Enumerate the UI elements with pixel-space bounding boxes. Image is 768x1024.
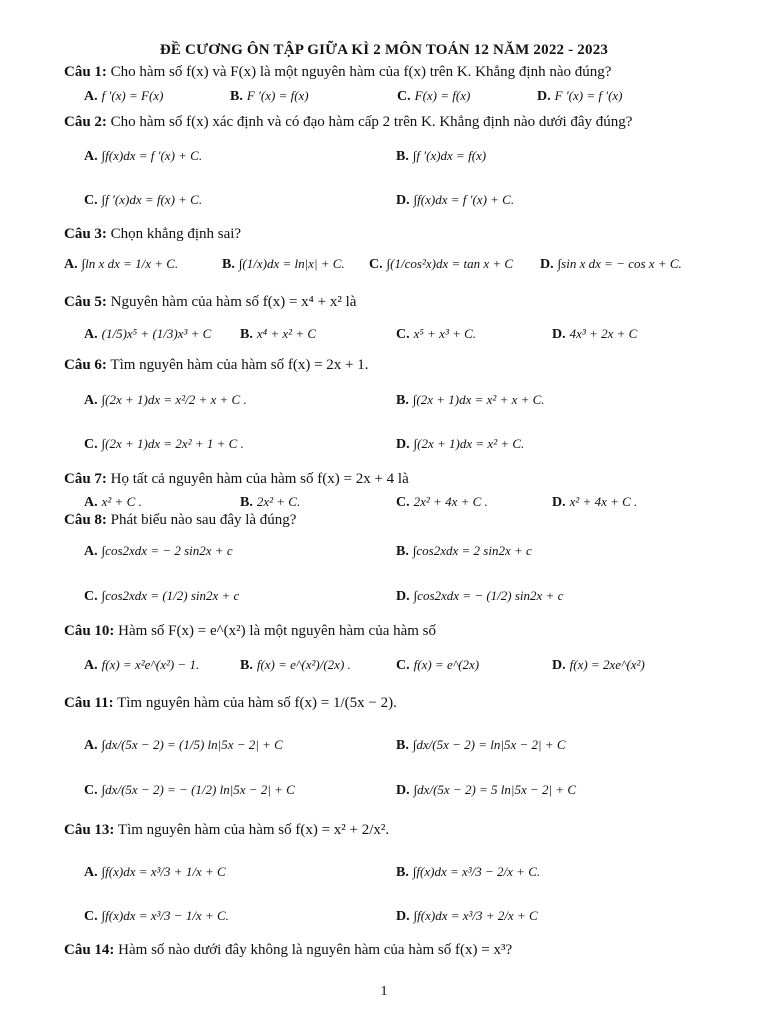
option-content: ∫(2x + 1)dx = 2x² + 1 + C . bbox=[101, 436, 244, 451]
option-letter: A. bbox=[64, 257, 78, 272]
option-a bbox=[84, 88, 163, 105]
option-a bbox=[84, 657, 199, 674]
option-content: ∫f ′(x)dx = f(x) + C. bbox=[101, 192, 203, 207]
option-d bbox=[540, 256, 682, 273]
question-14 bbox=[64, 942, 512, 959]
option-d bbox=[396, 192, 514, 209]
option-d bbox=[396, 436, 524, 453]
question-text: Phát biểu nào sau đây là đúng? bbox=[110, 512, 297, 528]
option-content: f(x) = 2xe^(x²) bbox=[569, 657, 645, 672]
option-content: ∫(1/cos²x)dx = tan x + C bbox=[386, 256, 514, 271]
option-letter: A. bbox=[84, 495, 98, 510]
option-letter: D. bbox=[396, 783, 410, 798]
option-letter: A. bbox=[84, 865, 98, 880]
question-label: Câu 10: bbox=[64, 623, 115, 639]
option-content: F ′(x) = f ′(x) bbox=[554, 88, 623, 103]
option-letter: A. bbox=[84, 393, 98, 408]
question-2 bbox=[64, 114, 632, 131]
option-content: 2x² + C. bbox=[256, 494, 301, 509]
option-letter: B. bbox=[222, 257, 235, 272]
option-content: ∫cos2xdx = 2 sin2x + c bbox=[412, 543, 532, 558]
option-content: ∫f(x)dx = f ′(x) + C. bbox=[413, 192, 515, 207]
option-a bbox=[84, 737, 283, 754]
option-letter: C. bbox=[84, 193, 98, 208]
option-content: 4x³ + 2x + C bbox=[569, 326, 638, 341]
question-text: Tìm nguyên hàm của hàm số f(x) = 1/(5x − 2). bbox=[117, 695, 397, 711]
option-letter: A. bbox=[84, 658, 98, 673]
question-13 bbox=[64, 822, 389, 839]
option-letter: B. bbox=[240, 327, 253, 342]
option-content: ∫(2x + 1)dx = x²/2 + x + C . bbox=[101, 392, 247, 407]
option-c bbox=[84, 588, 239, 605]
option-c bbox=[369, 256, 513, 273]
question-text: Cho hàm số f(x) và F(x) là một nguyên hàm của f(x) trên K. Khẳng định nào đúng? bbox=[110, 64, 612, 80]
option-letter: A. bbox=[84, 544, 98, 559]
question-text: Hàm số nào dưới đây không là nguyên hàm của hàm số f(x) = x³? bbox=[118, 942, 513, 958]
option-a bbox=[84, 392, 247, 409]
question-label: Câu 3: bbox=[64, 226, 107, 242]
option-content: ∫(2x + 1)dx = x² + x + C. bbox=[412, 392, 545, 407]
option-b bbox=[240, 494, 300, 511]
question-label: Câu 1: bbox=[64, 64, 107, 80]
question-text: Cho hàm số f(x) xác định và có đạo hàm cấp 2 trên K. Khẳng định nào dưới đây đúng? bbox=[110, 114, 633, 130]
option-c bbox=[84, 908, 229, 925]
option-content: F ′(x) = f(x) bbox=[246, 88, 309, 103]
option-letter: A. bbox=[84, 149, 98, 164]
option-c bbox=[396, 657, 479, 674]
option-content: f(x) = e^(2x) bbox=[413, 657, 480, 672]
option-letter: C. bbox=[84, 589, 98, 604]
question-text: Họ tất cả nguyên hàm của hàm số f(x) = 2x + 4 là bbox=[110, 471, 409, 487]
option-content: ∫cos2xdx = (1/2) sin2x + c bbox=[101, 588, 240, 603]
option-content: ∫dx/(5x − 2) = − (1/2) ln|5x − 2| + C bbox=[101, 782, 295, 797]
option-d bbox=[552, 657, 645, 674]
option-letter: D. bbox=[540, 257, 554, 272]
option-letter: C. bbox=[84, 783, 98, 798]
option-content: ∫dx/(5x − 2) = (1/5) ln|5x − 2| + C bbox=[101, 737, 283, 752]
question-text: Tìm nguyên hàm của hàm số f(x) = x² + 2/x². bbox=[117, 822, 390, 838]
option-letter: A. bbox=[84, 738, 98, 753]
option-letter: B. bbox=[396, 149, 409, 164]
question-label: Câu 11: bbox=[64, 695, 114, 711]
option-b bbox=[396, 148, 486, 165]
option-content: 2x² + 4x + C . bbox=[413, 494, 488, 509]
option-letter: B. bbox=[396, 865, 409, 880]
option-letter: D. bbox=[537, 89, 551, 104]
option-content: ∫f ′(x)dx = f(x) bbox=[412, 148, 487, 163]
option-letter: C. bbox=[369, 257, 383, 272]
option-c bbox=[84, 782, 295, 799]
option-c bbox=[397, 88, 470, 105]
option-d bbox=[396, 782, 576, 799]
question-6 bbox=[64, 357, 369, 374]
option-letter: C. bbox=[397, 89, 411, 104]
option-content: x² + 4x + C . bbox=[569, 494, 638, 509]
option-b bbox=[240, 326, 316, 343]
option-letter: B. bbox=[396, 738, 409, 753]
question-8 bbox=[64, 512, 296, 529]
option-letter: C. bbox=[396, 327, 410, 342]
option-d bbox=[552, 326, 637, 343]
option-content: ∫(1/x)dx = ln|x| + C. bbox=[238, 256, 345, 271]
option-d bbox=[396, 588, 563, 605]
option-content: ∫f(x)dx = x³/3 + 1/x + C bbox=[101, 864, 226, 879]
option-letter: D. bbox=[396, 437, 410, 452]
document-title: ĐỀ CƯƠNG ÔN TẬP GIỮA KÌ 2 MÔN TOÁN 12 NĂM 2022 - 2023 bbox=[159, 42, 609, 58]
question-label: Câu 2: bbox=[64, 114, 107, 130]
option-letter: D. bbox=[552, 327, 566, 342]
question-7 bbox=[64, 471, 409, 488]
option-letter: B. bbox=[230, 89, 243, 104]
question-11 bbox=[64, 695, 397, 712]
option-content: ∫(2x + 1)dx = x² + C. bbox=[413, 436, 525, 451]
option-d bbox=[396, 908, 538, 925]
question-text: Chọn khẳng định sai? bbox=[110, 226, 242, 242]
option-d bbox=[537, 88, 623, 105]
option-content: f(x) = x²e^(x²) − 1. bbox=[101, 657, 200, 672]
option-letter: D. bbox=[396, 193, 410, 208]
question-label: Câu 5: bbox=[64, 294, 107, 310]
option-content: ∫dx/(5x − 2) = ln|5x − 2| + C bbox=[412, 737, 566, 752]
option-b bbox=[396, 864, 540, 881]
question-label: Câu 6: bbox=[64, 357, 107, 373]
option-a bbox=[84, 864, 226, 881]
question-label: Câu 8: bbox=[64, 512, 107, 528]
option-c bbox=[84, 436, 244, 453]
option-b bbox=[222, 256, 345, 273]
option-content: f ′(x) = F(x) bbox=[101, 88, 164, 103]
option-letter: C. bbox=[84, 437, 98, 452]
option-content: ∫cos2xdx = − (1/2) sin2x + c bbox=[413, 588, 564, 603]
question-1 bbox=[64, 64, 611, 81]
question-text: Nguyên hàm của hàm số f(x) = x⁴ + x² là bbox=[110, 294, 357, 310]
option-content: ∫dx/(5x − 2) = 5 ln|5x − 2| + C bbox=[413, 782, 577, 797]
option-letter: D. bbox=[396, 909, 410, 924]
option-letter: D. bbox=[396, 589, 410, 604]
option-a bbox=[64, 256, 178, 273]
option-letter: A. bbox=[84, 327, 98, 342]
question-text: Tìm nguyên hàm của hàm số f(x) = 2x + 1. bbox=[110, 357, 369, 373]
question-5 bbox=[64, 294, 356, 311]
option-b bbox=[230, 88, 309, 105]
option-content: ∫ln x dx = 1/x + C. bbox=[81, 256, 179, 271]
option-a bbox=[84, 494, 142, 511]
option-content: f(x) = e^(x²)/(2x) . bbox=[256, 657, 351, 672]
question-3 bbox=[64, 226, 241, 243]
option-content: ∫f(x)dx = f ′(x) + C. bbox=[101, 148, 203, 163]
page-number: 1 bbox=[380, 984, 388, 999]
option-letter: A. bbox=[84, 89, 98, 104]
option-content: ∫cos2xdx = − 2 sin2x + c bbox=[101, 543, 233, 558]
question-label: Câu 7: bbox=[64, 471, 107, 487]
option-content: (1/5)x⁵ + (1/3)x³ + C bbox=[101, 326, 212, 341]
option-c bbox=[396, 494, 488, 511]
option-letter: C. bbox=[84, 909, 98, 924]
question-label: Câu 14: bbox=[64, 942, 115, 958]
option-content: ∫f(x)dx = x³/3 − 2/x + C. bbox=[412, 864, 541, 879]
option-letter: D. bbox=[552, 658, 566, 673]
option-content: x⁵ + x³ + C. bbox=[413, 326, 477, 341]
option-letter: B. bbox=[396, 544, 409, 559]
option-b bbox=[396, 392, 545, 409]
option-letter: D. bbox=[552, 495, 566, 510]
option-content: x⁴ + x² + C bbox=[256, 326, 317, 341]
option-a bbox=[84, 326, 211, 343]
option-content: x² + C . bbox=[101, 494, 142, 509]
option-content: ∫sin x dx = − cos x + C. bbox=[557, 256, 682, 271]
question-10 bbox=[64, 623, 436, 640]
option-a bbox=[84, 148, 202, 165]
option-c bbox=[396, 326, 476, 343]
option-letter: C. bbox=[396, 658, 410, 673]
question-label: Câu 13: bbox=[64, 822, 115, 838]
option-b bbox=[396, 737, 566, 754]
option-content: F(x) = f(x) bbox=[414, 88, 471, 103]
option-b bbox=[396, 543, 532, 560]
option-letter: B. bbox=[240, 495, 253, 510]
option-d bbox=[552, 494, 637, 511]
option-content: ∫f(x)dx = x³/3 + 2/x + C bbox=[413, 908, 538, 923]
option-b bbox=[240, 657, 351, 674]
option-letter: B. bbox=[240, 658, 253, 673]
option-a bbox=[84, 543, 233, 560]
option-letter: B. bbox=[396, 393, 409, 408]
option-content: ∫f(x)dx = x³/3 − 1/x + C. bbox=[101, 908, 229, 923]
question-text: Hàm số F(x) = e^(x²) là một nguyên hàm của hàm số bbox=[118, 623, 437, 639]
option-letter: C. bbox=[396, 495, 410, 510]
option-c bbox=[84, 192, 202, 209]
